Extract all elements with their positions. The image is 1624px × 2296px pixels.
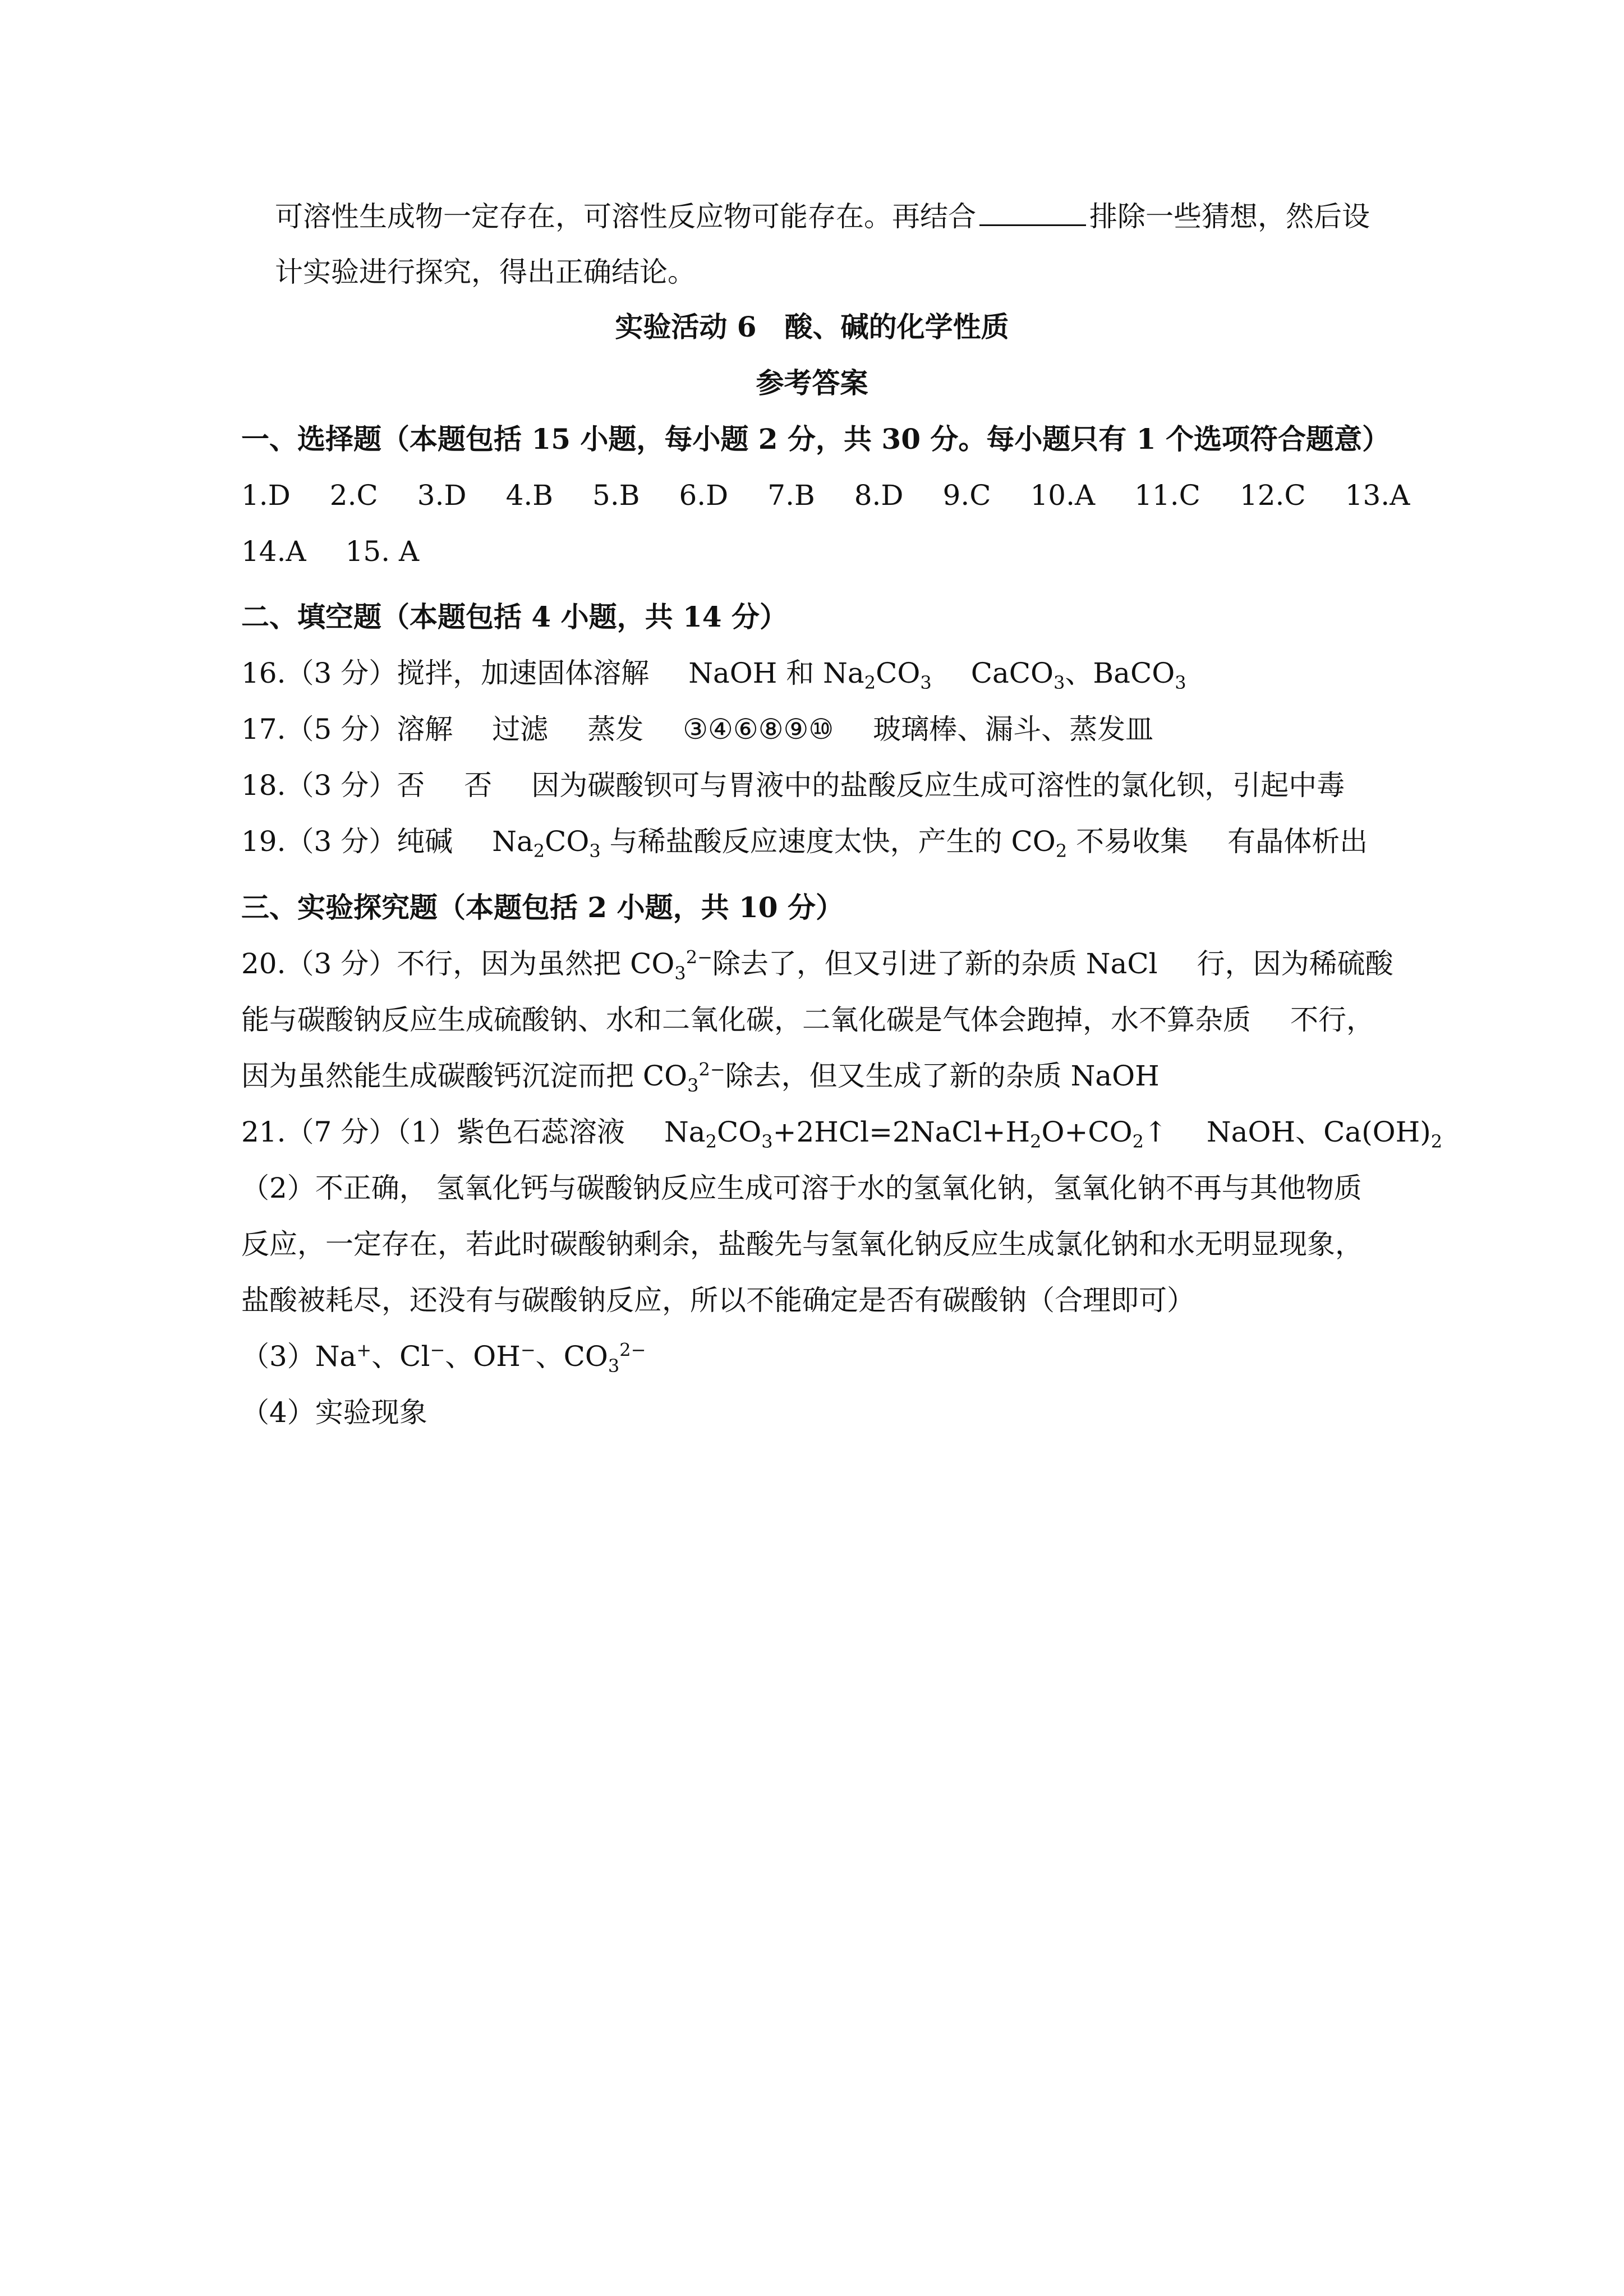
mc-answers-row1 (241, 476, 1410, 515)
answer-text: NaOH 和 $Na_2CO_3$ (688, 657, 932, 693)
answer-21-line-3: 反应，一定存在，若此时碳酸钠剩余，盐酸先与氢氧化钠反应生成氯化钠和水无明显现象， (241, 1228, 1363, 1260)
question-number: 18.（3 分） (241, 769, 397, 802)
answer-20-line-3: 因为虽然能生成碳酸钙沉淀而把 $CO_3^{2-}$除去，但又生成了新的杂质 NaOH (241, 1059, 1160, 1096)
fill-blank (979, 196, 1086, 226)
answer-19 (241, 822, 1397, 861)
mc-answer: 11.C (1134, 479, 1200, 512)
answer-21-line-6: （4）实验现象 (241, 1396, 427, 1429)
mc-answer: 6.D (679, 479, 729, 512)
section3-heading: 三、实验探究题（本题包括 2 小题，共 10 分） (241, 891, 844, 924)
chemical-equation: $Na_2CO_3+2HCl=2NaCl+H_2O+CO_2↑$ (664, 1116, 1167, 1152)
intro-text: 排除一些猜想，然后设 (1089, 200, 1370, 233)
answer-text: 有晶体析出 (1227, 825, 1368, 858)
page-title: 实验活动 6 酸、碱的化学性质 (615, 310, 1009, 343)
mc-answer: 7.B (767, 479, 815, 512)
answer-18 (241, 766, 1397, 805)
intro-line-1 (275, 196, 1430, 236)
mc-answer: 1.D (241, 479, 291, 512)
answer-key-title: 参考答案 (756, 366, 868, 399)
mc-answer: 5.B (592, 479, 640, 512)
mc-answer: 8.D (854, 479, 904, 512)
mc-answer: 3.D (417, 479, 467, 512)
question-number: 16.（3 分） (241, 657, 397, 689)
answer-text: 因为碳酸钡可与胃液中的盐酸反应生成可溶性的氯化钡，引起中毒 (531, 769, 1345, 802)
answer-text: 否 (464, 769, 493, 802)
question-number: 17.（5 分） (241, 713, 397, 746)
answer-text: 蒸发 (587, 713, 644, 746)
answer-20-line-1: 20.（3 分）不行，因为虽然把 $CO_3^{2-}$除去了，但又引进了新的杂质 NaCl 行，因为稀硫酸 (241, 946, 1393, 984)
answer-16 (241, 654, 1397, 693)
mc-answer: 2.C (329, 479, 378, 512)
question-number: 19.（3 分） (241, 825, 397, 858)
mc-answer: 14.A (241, 535, 306, 568)
answer-17 (241, 710, 1397, 749)
mc-answer: 10.A (1030, 479, 1096, 512)
answer-text: 玻璃棒、漏斗、蒸发皿 (873, 713, 1154, 746)
mc-answer: 4.B (505, 479, 554, 512)
answer-text: 过滤 (492, 713, 549, 746)
mc-answer: 9.C (942, 479, 991, 512)
answer-text: 否 (397, 769, 425, 802)
mc-answers-row2 (241, 532, 1397, 571)
section2-heading: 二、填空题（本题包括 4 小题，共 14 分） (241, 600, 788, 633)
answer-text: 纯碱 (397, 825, 453, 858)
answer-text: ③④⑥⑧⑨⑩ (683, 713, 834, 746)
answer-20-line-2: 能与碳酸钠反应生成硫酸钠、水和二氧化碳，二氧化碳是气体会跑掉，水不算杂质 不行， (241, 1004, 1374, 1036)
answer-text: 溶解 (397, 713, 453, 746)
answer-text: CaCO$_3$、BaCO$_3$ (970, 657, 1186, 693)
mc-answer: 12.C (1239, 479, 1306, 512)
intro-text: 可溶性生成物一定存在，可溶性反应物可能存在。再结合 (275, 200, 976, 233)
mc-answer: 15. A (345, 535, 420, 568)
section1-heading: 一、选择题（本题包括 15 小题，每小题 2 分，共 30 分。每小题只有 1 个选项符合题意） (241, 422, 1390, 455)
answer-21-line-5: （3）Na+、Cl−、OH−、$CO_3^{2-}$ (241, 1339, 646, 1377)
mc-answer: 13.A (1345, 479, 1410, 512)
answer-text: $Na_2CO_3$ 与稀盐酸反应速度太快，产生的 $CO_2$ 不易收集 (492, 825, 1189, 862)
answer-21-line-2: （2）不正确， 氢氧化钙与碳酸钠反应生成可溶于水的氢氧化钠，氢氧化钠不再与其他物质 (241, 1172, 1362, 1204)
answer-21-line-4: 盐酸被耗尽，还没有与碳酸钠反应，所以不能确定是否有碳酸钠（合理即可） (241, 1284, 1195, 1317)
answer-text: 搅拌，加速固体溶解 (397, 657, 650, 689)
answer-21-line-1: 21.（7 分）（1）紫色石蕊溶液 $Na_2CO_3+2HCl=2NaCl+H_2O+CO_2↑$ NaOH、$Ca(OH)_2$ (241, 1116, 1443, 1152)
intro-line-2: 计实验进行探究，得出正确结论。 (275, 256, 696, 288)
